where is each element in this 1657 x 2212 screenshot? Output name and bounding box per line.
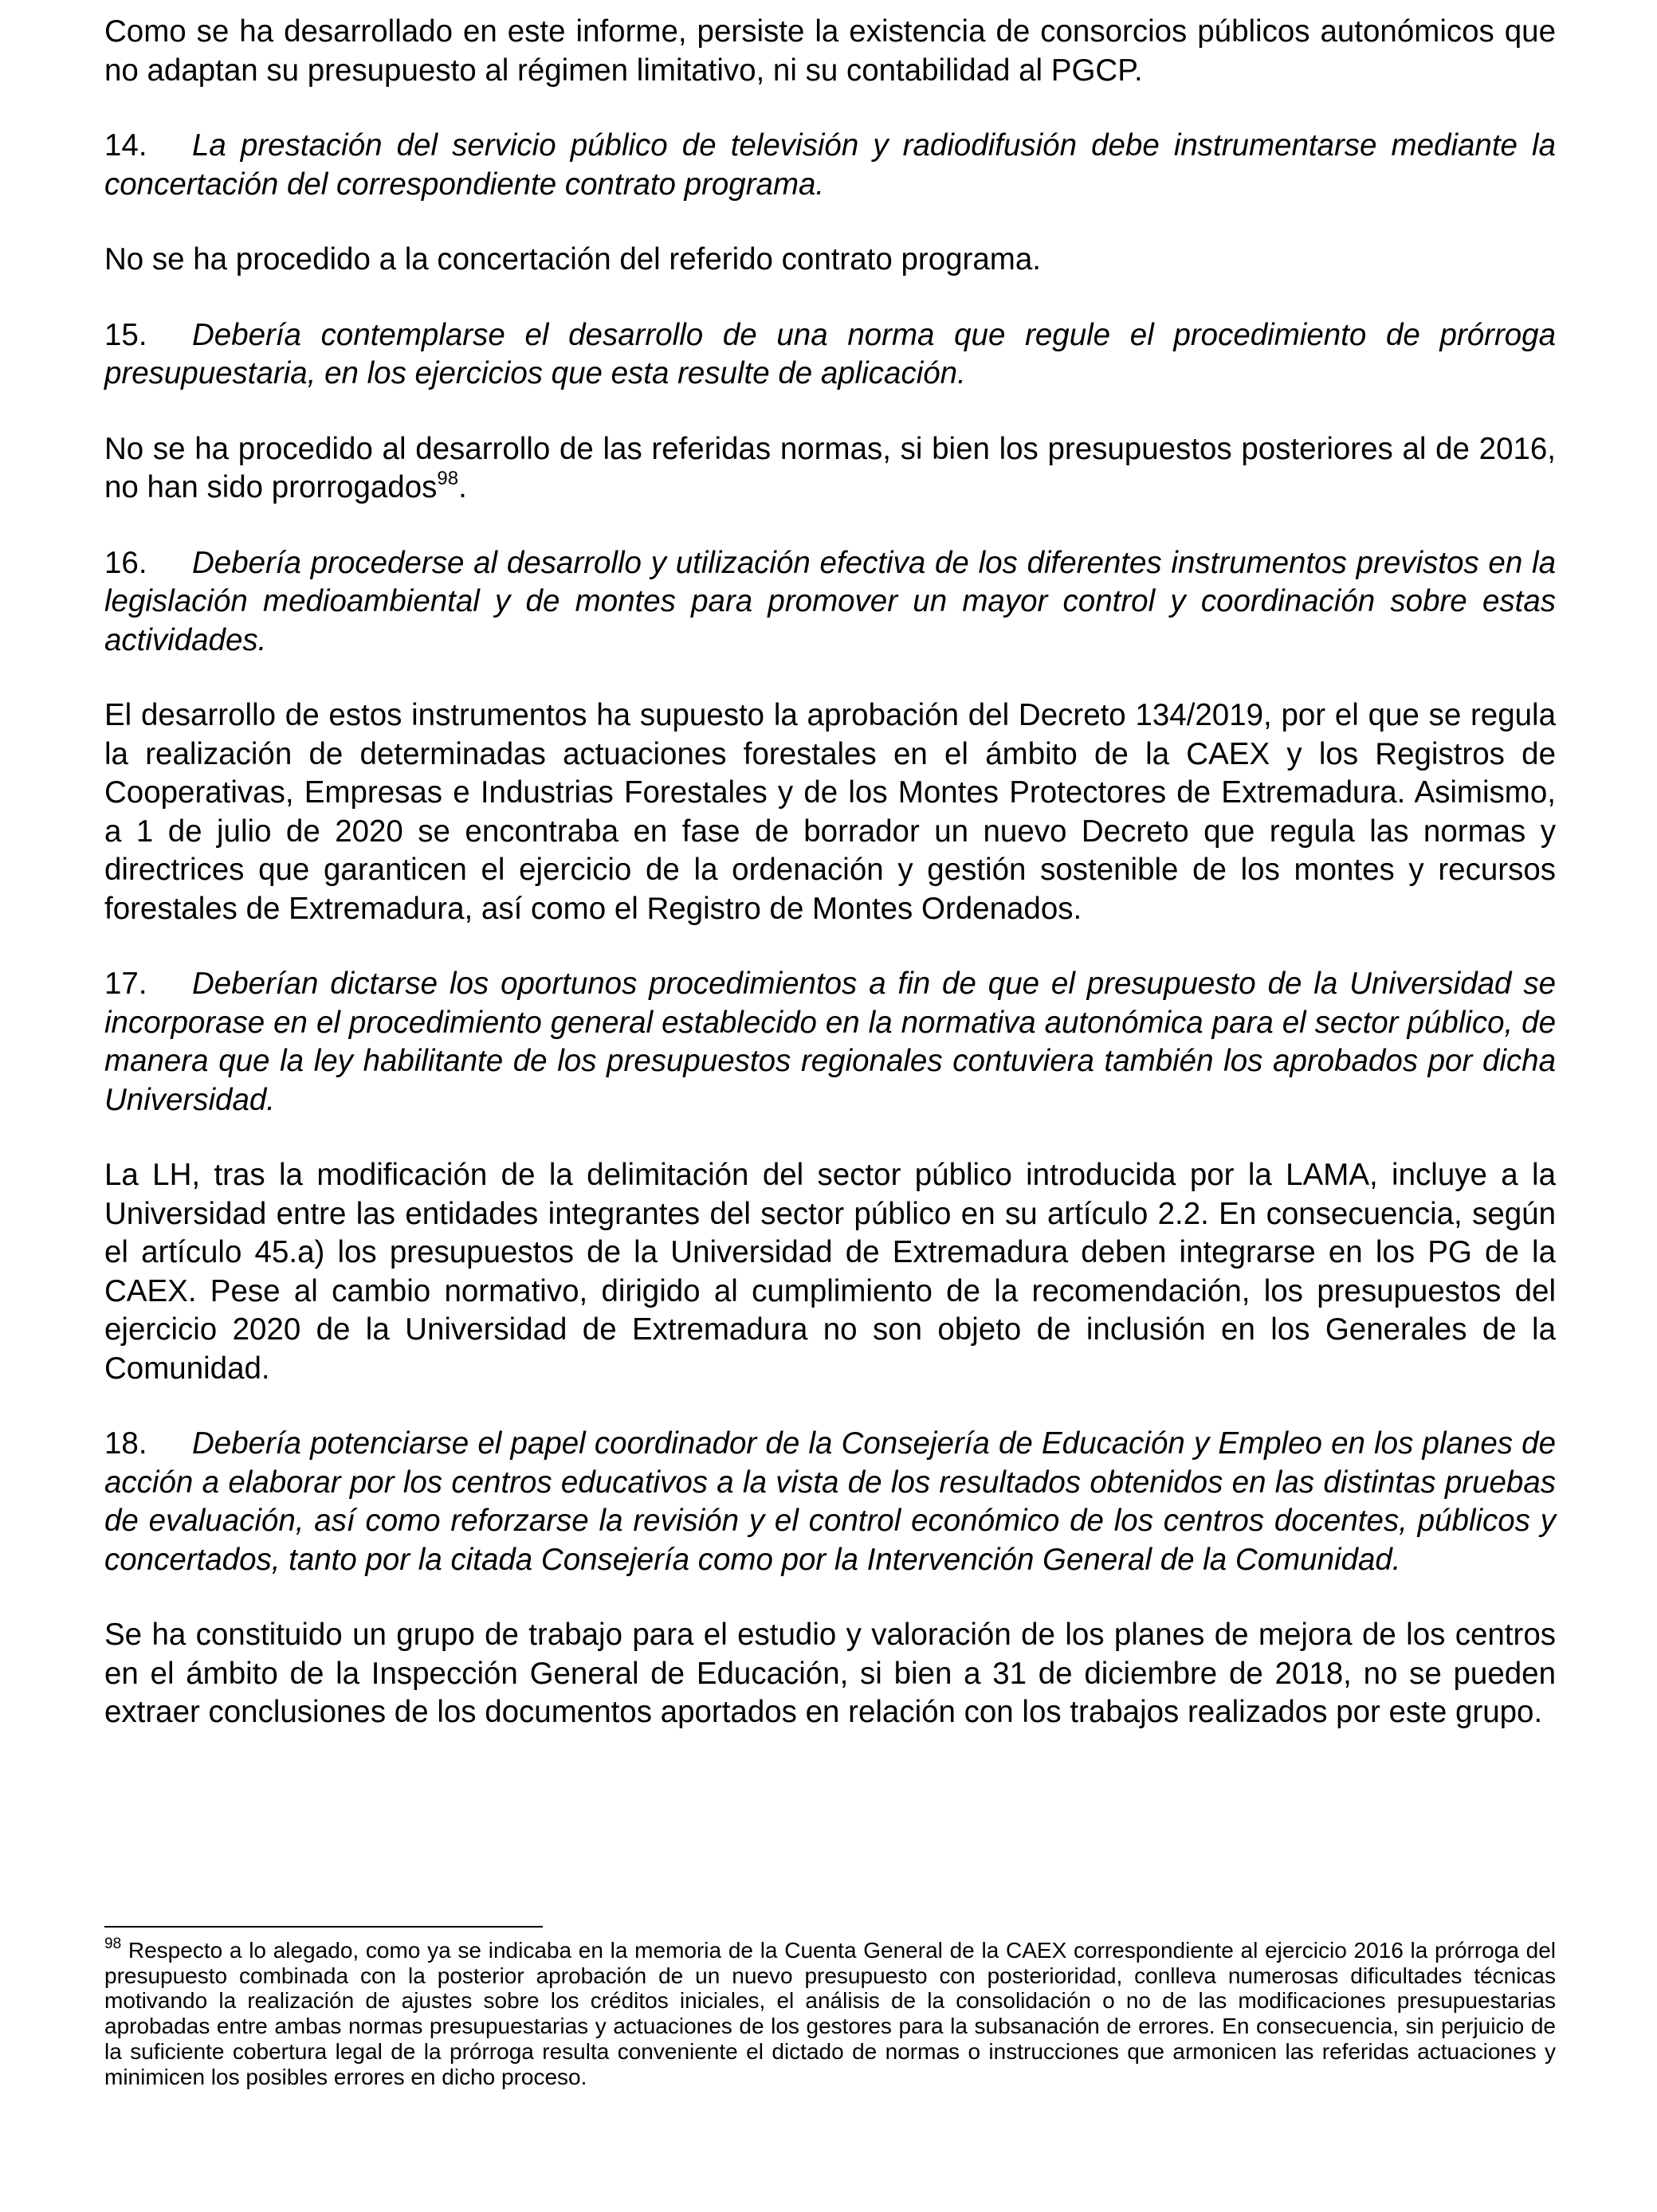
recommendation-number: 17. (104, 967, 147, 1001)
recommendation-number: 14. (104, 128, 147, 163)
paragraph-text: No se ha procedido al desarrollo de las referidas normas, si bien los presupuestos posteriores al de 2016, no han sido prorrogados (104, 431, 1556, 504)
recommendation-text: Debería contemplarse el desarrollo de una norma que regule el procedimiento de prórroga presupuestaria, en los ejercicios que esta resulte de aplicación. (104, 317, 1556, 390)
recommendation-number: 18. (104, 1426, 147, 1461)
paragraph-consorcios (104, 13, 1556, 90)
paragraph-grupo-trabajo (104, 1616, 1556, 1732)
recommendation-number: 15. (104, 317, 147, 352)
footnote-number: 98 (104, 1935, 122, 1952)
paragraph-universidad (104, 1156, 1556, 1388)
footnote-reference[interactable]: 98 (437, 468, 459, 490)
recommendation-16 (104, 544, 1556, 661)
paragraph-text: El desarrollo de estos instrumentos ha supuesto la aprobación del Decreto 134/2019, por el que se regula la realización de determinadas actuaciones forestales en el ámbito de la CAEX y los Registros de Cooperativas, Empresas e Industrias Forestales y de los Montes Protectores de Extremadura. Asimismo, a 1 de julio de 2020 se encontraba en fase de borrador un nuevo Decreto que regula las normas y directrices que garanticen el ejercicio de la ordenación y gestión sostenible de los montes y recursos forestales de Extremadura, así como el Registro de Montes Ordenados. (104, 698, 1556, 926)
document-body (104, 13, 1556, 1769)
paragraph-decreto (104, 696, 1556, 928)
recommendation-number: 16. (104, 545, 147, 580)
paragraph-prorroga (104, 430, 1556, 508)
recommendation-text: Debería potenciarse el papel coordinador de la Consejería de Educación y Empleo en los planes de acción a elaborar por los centros educativos a la vista de los resultados obtenidos en las distintas pruebas de evaluación, así como reforzarse la revisión y el control económico de los centros docentes, públicos y concertados, tanto por la citada Consejería como por la Intervención General de la Comunidad. (104, 1426, 1556, 1577)
footnote-98 (104, 1935, 1556, 2089)
paragraph-text: Como se ha desarrollado en este informe, persiste la existencia de consorcios públicos autonómicos que no adaptan su presupuesto al régimen limitativo, ni su contabilidad al PGCP. (104, 14, 1556, 88)
paragraph-text: No se ha procedido a la concertación del referido contrato programa. (104, 242, 1041, 276)
paragraph-tail: . (458, 470, 467, 504)
recommendation-text: Debería procederse al desarrollo y utilización efectiva de los diferentes instrumentos previstos en la legislación medioambiental y de montes para promover un mayor control y coordinación sobre estas actividades. (104, 545, 1556, 657)
recommendation-15 (104, 316, 1556, 394)
recommendation-18 (104, 1425, 1556, 1579)
recommendation-17 (104, 965, 1556, 1120)
recommendation-text: Deberían dictarse los oportunos procedimientos a fin de que el presupuesto de la Universidad se incorporase en el procedimiento general establecido en la normativa autonómica para el sector público, de manera que la ley habilitante de los presupuestos regionales contuviera también los aprobados por dicha Universidad. (104, 967, 1556, 1117)
footnote-divider (104, 1926, 543, 1928)
paragraph-contrato-programa (104, 241, 1556, 280)
paragraph-text: La LH, tras la modificación de la delimitación del sector público introducida por la LAMA, incluye a la Universidad entre las entidades integrantes del sector público en su artículo 2.2. En consecuencia, según el artículo 45.a) los presupuestos de la Universidad de Extremadura deben integrarse en los PG de la CAEX. Pese al cambio normativo, dirigido al cumplimiento de la recomendación, los presupuestos del ejercicio 2020 de la Universidad de Extremadura no son objeto de inclusión en los Generales de la Comunidad. (104, 1158, 1556, 1386)
footnote-text: Respecto a lo alegado, como ya se indicaba en la memoria de la Cuenta General de la CAEX correspondiente al ejercicio 2016 la prórroga del presupuesto combinada con la posterior aprobación de un nuevo presupuesto con posterioridad, conlleva numerosas dificultades técnicas motivando la realización de ajustes sobre los créditos iniciales, el análisis de la consolidación o no de las modificaciones presupuestarias aprobadas entre ambas normas presupuestarias y actuaciones de los gestores para la subsanación de errores. En consecuencia, sin perjuicio de la suficiente cobertura legal de la prórroga resulta conveniente el dictado de normas o instrucciones que armonicen las referidas actuaciones y minimicen los posibles errores en dicho proceso. (104, 1938, 1556, 2089)
recommendation-14 (104, 127, 1556, 204)
paragraph-text: Se ha constituido un grupo de trabajo para el estudio y valoración de los planes de mejora de los centros en el ámbito de la Inspección General de Educación, si bien a 31 de diciembre de 2018, no se pueden extraer conclusiones de los documentos aportados en relación con los trabajos realizados por este grupo. (104, 1618, 1556, 1729)
recommendation-text: La prestación del servicio público de televisión y radiodifusión debe instrumentarse mediante la concertación del correspondiente contrato programa. (104, 128, 1556, 202)
